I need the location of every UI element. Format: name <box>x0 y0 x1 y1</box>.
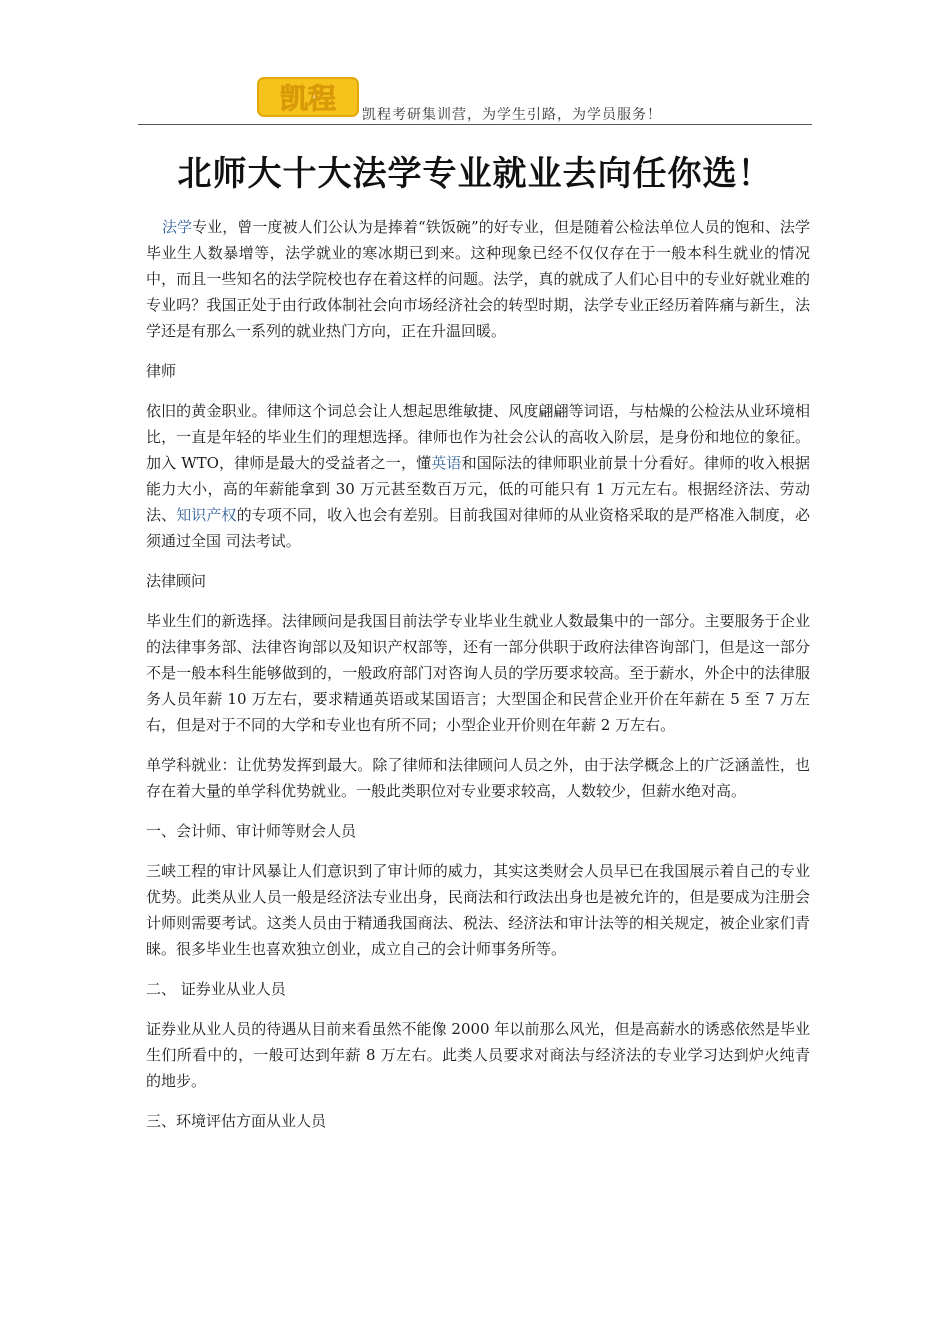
page-title: 北师大十大法学专业就业去向任你选！ <box>177 154 773 194</box>
english-link[interactable]: 英语 <box>431 454 462 472</box>
intro-paragraph <box>146 214 810 344</box>
intro-text: 专业，曾一度被人们公认为是捧着“铁饭碗”的好专业，但是随着公检法单位人员的饱和、法学毕业生人数暴增等，法学就业的寒冰期已到来。这种现象已经不仅仅存在于一般本科生就业的情况中，而且一些知名的法学院校也存在着这样的问题。法学，真的就成了人们心目中的专业好就业难的专业吗？我国正处于由行政体制社会向市场经济社会的转型时期，法学专业正经历着阵痛与新生，法学还是有那么一系列的就业热门方向，正在升温回暖。 <box>146 218 810 340</box>
single-discipline-paragraph: 单学科就业：让优势发挥到最大。除了律师和法律顾问人员之外，由于法学概念上的广泛涵盖性，也存在着大量的单学科优势就业。一般此类职位对专业要求较高，人数较少，但薪水绝对高。 <box>146 756 810 800</box>
accounting-heading: 一、会计师、审计师等财会人员 <box>146 822 357 840</box>
counsel-heading: 法律顾问 <box>146 572 207 590</box>
securities-heading: 二、 证券业从业人员 <box>146 980 286 998</box>
lawyer-text-1: 依旧的黄金职业。律师这个词总会让人想起思维敏捷、风度翩翩等词语，与枯燥的公检法从业环境相比，一直是年轻的毕业生们的理想选择。律师也作为社会公认的高收入阶层，是身份和地位的象征。加入 WTO，律师是最大的受益者之一，懂 <box>146 402 810 472</box>
environment-heading: 三、环境评估方面从业人员 <box>146 1112 327 1130</box>
page-header <box>138 62 812 125</box>
kaicheng-logo <box>254 72 364 120</box>
law-link[interactable]: 法学 <box>162 218 193 236</box>
securities-paragraph: 证券业从业人员的待遇从目前来看虽然不能像 2000 年以前那么风光，但是高薪水的诱惑依然是毕业生们所看中的，一般可达到年薪 8 万左右。此类人员要求对商法与经济法的专业学习达到炉火纯青的地步。 <box>146 1020 810 1090</box>
lawyer-paragraph <box>146 398 810 554</box>
lawyer-text-3: 的专项不同，收入也会有差别。目前我国对律师的从业资格采取的是严格准入制度，必须通过全国 司法考试。 <box>146 506 810 550</box>
counsel-paragraph: 毕业生们的新选择。法律顾问是我国目前法学专业毕业生就业人数最集中的一部分。主要服务于企业的法律事务部、法律咨询部以及知识产权部等，还有一部分供职于政府法律咨询部门，但是这一部分不是一般本科生能够做到的，一般政府部门对咨询人员的学历要求较高。至于薪水，外企中的法律服务人员年薪 10 万左右，要求精通英语或某国语言；大型国企和民营企业开价在年薪在 5 至 7 万左右，但是对于不同的大学和专业也有所不同；小型企业开价则在年薪 2 万左右。 <box>146 612 810 734</box>
lawyer-text-2: 和国际法的律师职业前景十分看好。律师的收入根据能力大小，高的年薪能拿到 30 万元甚至数百万元，低的可能只有 1 万元左右。根据经济法、劳动法、 <box>146 454 810 524</box>
ip-link[interactable]: 知识产权 <box>176 506 237 524</box>
header-tagline: 凯程考研集训营，为学生引路，为学员服务！ <box>362 107 662 123</box>
accounting-paragraph: 三峡工程的审计风暴让人们意识到了审计师的威力，其实这类财会人员早已在我国展示着自己的专业优势。此类从业人员一般是经济法专业出身，民商法和行政法出身也是被允许的，但是要成为注册会计师则需要考试。这类人员由于精通我国商法、税法、经济法和审计法等的相关规定，被企业家们青睐。很多毕业生也喜欢独立创业，成立自己的会计师事务所等。 <box>146 862 810 958</box>
article-body <box>146 214 810 1148</box>
lawyer-heading: 律师 <box>146 362 177 380</box>
logo-text: 凯程 <box>279 82 337 115</box>
